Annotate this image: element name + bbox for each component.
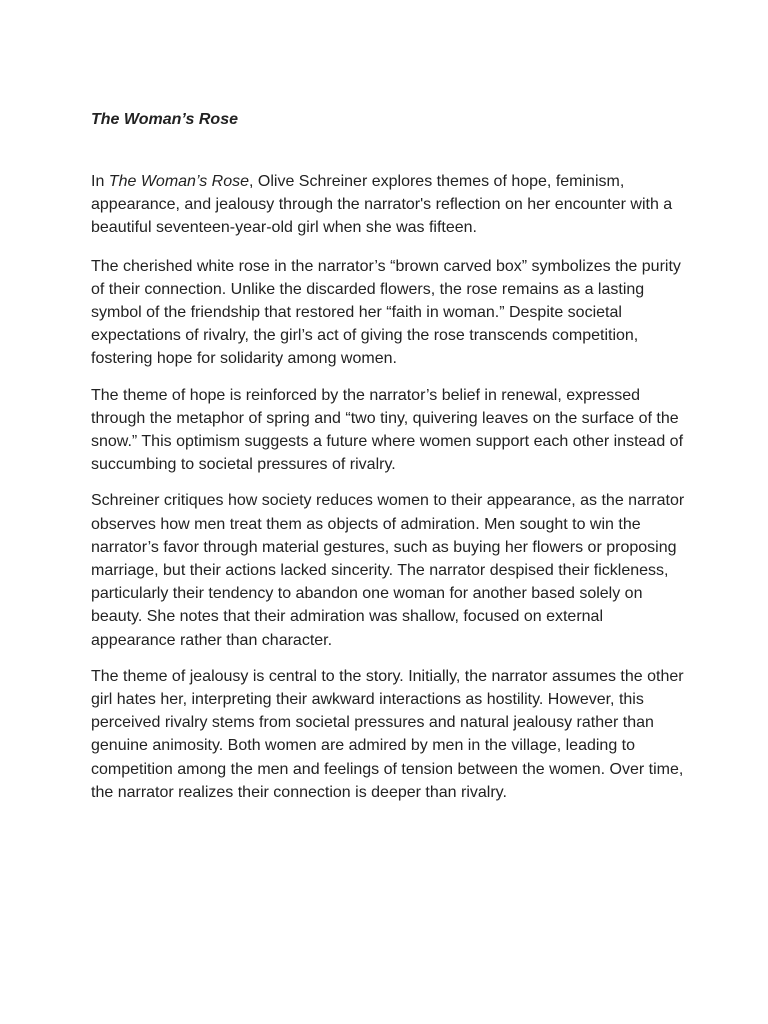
- paragraph-hope: The theme of hope is reinforced by the narrator’s belief in renewal, expressed through the metaphor of spring and “two tiny, quivering leaves on the surface of the snow.” This optimism suggests a future where women support each other instead of succumbing to societal pressures of rivalry.: [91, 386, 684, 474]
- paragraph-rose-symbolism: The cherished white rose in the narrator’s “brown carved box” symbolizes the purity of their connection. Unlike the discarded flowers, the rose remains as a lasting symbol of the friendship that restored her “faith in woman.” Despite societal expectations of rivalry, the girl’s act of giving the rose transcends competition, fostering hope for solidarity among women.: [91, 257, 681, 368]
- paragraph-appearance: Schreiner critiques how society reduces women to their appearance, as the narrator observes how men treat them as objects of admiration. Men sought to win the narrator’s favor through material gestures, such as buying her flowers or proposing marriage, but their actions lacked sincerity. The narrator despised their fickleness, particularly their tendency to abandon one woman for another based solely on beauty. She notes that their admiration was shallow, focused on external appearance rather than character.: [91, 492, 685, 649]
- document-title: The Woman’s Rose: [91, 111, 238, 128]
- intro-after: , Olive Schreiner explores themes of hope, feminism, appearance, and jealousy through the narrator's reflection on her encounter with a beautiful seventeen-year-old girl when she was fifteen.: [91, 173, 673, 237]
- intro-italic-title: The Woman’s Rose: [108, 173, 249, 190]
- paragraph-jealousy: The theme of jealousy is central to the story. Initially, the narrator assumes the other girl hates her, interpreting their awkward interactions as hostility. However, this perceived rivalry stems from societal pressures and natural jealousy rather than genuine animosity. Both women are admired by men in the village, leading to competition among the men and feelings of tension between the women. Over time, the narrator realizes their connection is deeper than rivalry.: [91, 667, 684, 801]
- intro-paragraph: [91, 170, 691, 240]
- document-page: [91, 108, 691, 817]
- intro-before: In: [91, 173, 109, 190]
